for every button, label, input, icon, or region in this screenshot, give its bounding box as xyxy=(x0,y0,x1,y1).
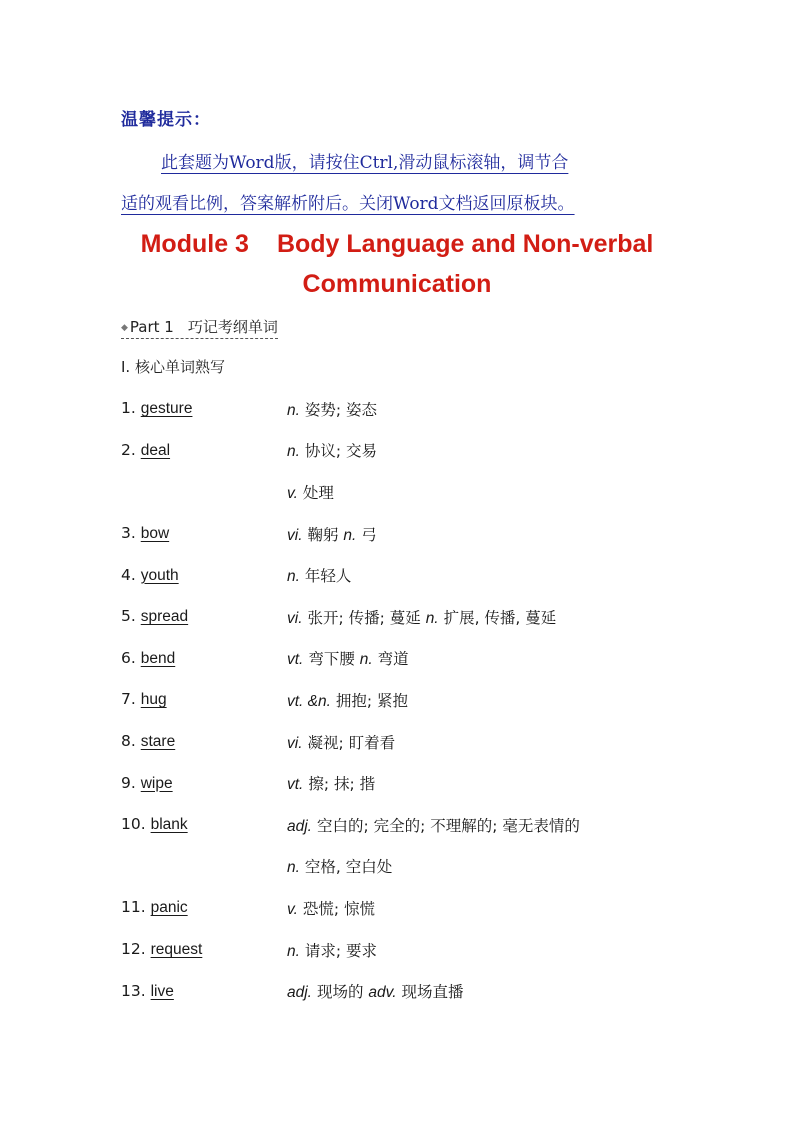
title-topic: Body Language and Non-verbal xyxy=(276,230,654,258)
vocab-term xyxy=(121,441,287,460)
vocab-term xyxy=(121,690,287,709)
title-module: Module 3 xyxy=(140,230,249,258)
part-of-speech: vt. xyxy=(287,776,304,794)
vocab-term xyxy=(121,982,287,1001)
part-of-speech: v. xyxy=(287,484,298,502)
vocab-row xyxy=(121,762,721,804)
section-heading: Ⅰ. 核心单词熟写 xyxy=(121,358,225,376)
vocab-term xyxy=(121,399,287,418)
tip-line-1: 此套题为Word版，请按住Ctrl,滑动鼠标滚轴，调节合 xyxy=(161,153,569,173)
meaning-text: 空白的; 完全的; 不理解的; 毫无表情的 xyxy=(316,816,580,835)
vocab-definition xyxy=(287,398,721,420)
part-of-speech: vt. &n. xyxy=(287,692,331,710)
part-of-speech: n. xyxy=(343,526,357,544)
vocab-row xyxy=(121,471,721,513)
vocab-definition xyxy=(287,439,721,461)
meaning-text: 请求; 要求 xyxy=(304,941,378,960)
vocab-row xyxy=(121,721,721,763)
part-of-speech: n. xyxy=(287,942,300,960)
vocab-number: 8. xyxy=(121,732,136,751)
vocab-word: blank xyxy=(150,816,188,834)
vocab-list xyxy=(121,388,721,1012)
vocab-number: 3. xyxy=(121,524,136,543)
vocab-word: bend xyxy=(140,649,176,667)
vocab-row xyxy=(121,929,721,971)
vocab-term xyxy=(121,607,287,626)
vocab-row xyxy=(121,638,721,680)
meaning-text: 拥抱; 紧抱 xyxy=(335,691,409,710)
vocab-row xyxy=(121,846,721,888)
vocab-word: live xyxy=(150,982,174,1000)
vocab-term xyxy=(121,566,287,585)
meaning-text: 弯道 xyxy=(377,650,409,669)
vocab-number: 9. xyxy=(121,773,136,792)
meaning-text: 鞠躬 xyxy=(307,525,339,544)
part-of-speech: adj. xyxy=(287,984,312,1002)
meaning-text: 处理 xyxy=(302,483,334,502)
vocab-word: request xyxy=(150,941,203,959)
vocab-number: 6. xyxy=(121,648,136,667)
vocab-term xyxy=(121,940,287,959)
part-of-speech: vi. xyxy=(287,609,303,627)
vocab-number: 12. xyxy=(121,940,146,959)
vocab-number: 1. xyxy=(121,399,136,418)
vocab-definition xyxy=(287,647,721,669)
vocab-number: 13. xyxy=(121,981,146,1000)
part-of-speech: v. xyxy=(287,900,298,918)
vocab-word: gesture xyxy=(140,400,193,418)
page-title xyxy=(100,224,694,304)
vocab-definition xyxy=(287,523,721,545)
tip-heading: 温馨提示： xyxy=(121,110,211,130)
vocab-term xyxy=(121,774,287,793)
vocab-definition xyxy=(287,814,721,836)
part-of-speech: vi. xyxy=(287,526,303,544)
part-of-speech: n. xyxy=(425,609,439,627)
vocab-word: hug xyxy=(140,691,167,709)
part-of-speech: n. xyxy=(287,859,300,877)
vocab-number: 4. xyxy=(121,565,136,584)
vocab-word: bow xyxy=(140,525,170,543)
meaning-text: 凝视; 盯着看 xyxy=(307,733,396,752)
part-text: 巧记考纲单词 xyxy=(187,318,278,336)
vocab-definition xyxy=(287,980,721,1002)
vocab-row xyxy=(121,596,721,638)
vocab-definition xyxy=(287,897,721,919)
part-of-speech: vt. xyxy=(287,651,304,669)
vocab-definition xyxy=(287,564,721,586)
part-of-speech: n. xyxy=(359,651,373,669)
meaning-text: 弓 xyxy=(361,525,377,544)
vocab-row xyxy=(121,679,721,721)
part-heading xyxy=(121,316,278,339)
vocab-row xyxy=(121,513,721,555)
vocab-row xyxy=(121,970,721,1012)
vocab-number: 5. xyxy=(121,607,136,626)
vocab-term xyxy=(121,898,287,917)
vocab-definition xyxy=(287,689,721,711)
vocab-word: panic xyxy=(150,899,188,917)
vocab-term xyxy=(121,524,287,543)
vocab-number: 2. xyxy=(121,440,136,459)
vocab-definition xyxy=(287,855,721,877)
vocab-term xyxy=(121,649,287,668)
meaning-text: 姿势; 姿态 xyxy=(304,400,378,419)
vocab-term xyxy=(121,815,287,834)
tip-line-2: 适的观看比例，答案解析附后。关闭Word文档返回原板块。 xyxy=(121,194,575,214)
meaning-text: 张开; 传播; 蔓延 xyxy=(307,608,421,627)
meaning-text: 恐慌; 惊慌 xyxy=(302,899,375,918)
tip-body xyxy=(121,143,685,225)
vocab-word: stare xyxy=(140,733,176,751)
vocab-number: 7. xyxy=(121,690,136,709)
vocab-row xyxy=(121,554,721,596)
vocab-definition xyxy=(287,772,721,794)
meaning-text: 年轻人 xyxy=(304,567,352,586)
meaning-text: 弯下腰 xyxy=(308,650,355,669)
vocab-word: spread xyxy=(140,608,189,626)
vocab-row xyxy=(121,804,721,846)
vocab-definition xyxy=(287,731,721,753)
vocab-definition xyxy=(287,939,721,961)
vocab-number: 10. xyxy=(121,815,146,834)
vocab-word: youth xyxy=(140,566,179,584)
vocab-definition xyxy=(287,481,721,503)
diamond-icon: ◆ xyxy=(121,323,128,333)
vocab-definition xyxy=(287,606,721,628)
meaning-text: 擦; 抹; 揩 xyxy=(308,775,376,794)
meaning-text: 现场的 xyxy=(316,983,364,1002)
vocab-row xyxy=(121,388,721,430)
meaning-text: 现场直播 xyxy=(401,983,464,1002)
part-of-speech: vi. xyxy=(287,734,303,752)
part-of-speech: n. xyxy=(287,443,300,461)
vocab-row xyxy=(121,430,721,472)
meaning-text: 空格, 空白处 xyxy=(304,858,393,877)
vocab-row xyxy=(121,887,721,929)
meaning-text: 协议; 交易 xyxy=(304,442,378,461)
vocab-word: deal xyxy=(140,441,171,459)
vocab-number: 11. xyxy=(121,898,146,917)
part-of-speech: adj. xyxy=(287,817,312,835)
meaning-text: 扩展, 传播, 蔓延 xyxy=(443,608,557,627)
part-of-speech: n. xyxy=(287,401,300,419)
part-of-speech: n. xyxy=(287,568,300,586)
part-label: Part 1 xyxy=(129,318,174,336)
vocab-word: wipe xyxy=(140,774,173,792)
vocab-term xyxy=(121,732,287,751)
part-of-speech: adv. xyxy=(368,984,397,1002)
title-line-2: Communication xyxy=(302,270,492,298)
